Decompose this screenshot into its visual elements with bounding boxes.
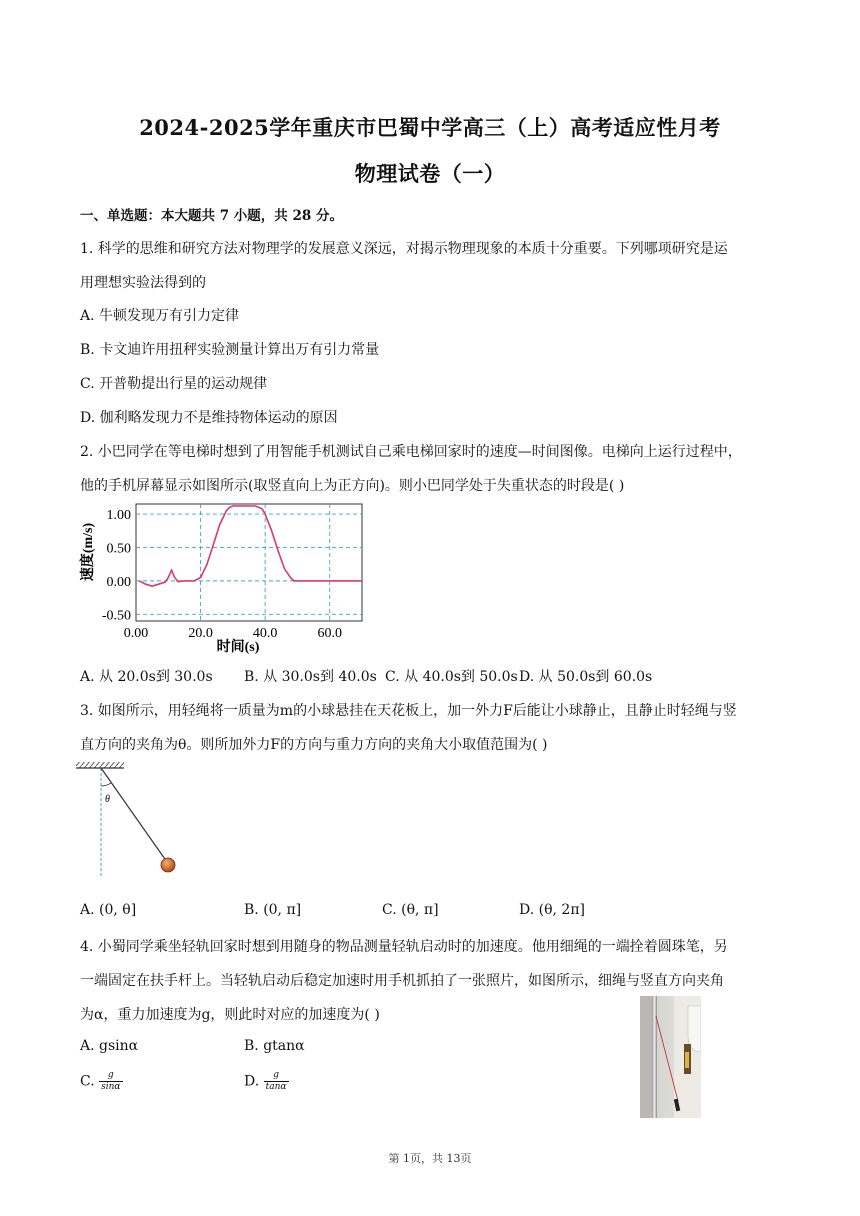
q3-stem-line2: 直方向的夹角为θ。则所加外力F的方向与重力方向的夹角大小取值范围为( ) — [80, 737, 548, 753]
plot-frame — [136, 504, 362, 621]
q1-stem-line1: 1. 科学的思维和研究方法对物理学的发展意义深远，对揭示物理现象的本质十分重要。下列哪项研究是运 — [80, 241, 728, 257]
q1-option-b: B. 卡文迪许用扭秤实验测量计算出万有引力常量 — [80, 342, 380, 358]
q2-stem-line2: 他的手机屏幕显示如图所示(取竖直向上为正方向)。则小巴同学处于失重状态的时段是( ) — [80, 478, 625, 494]
y-tick-label: 0.00 — [106, 574, 131, 590]
ball — [161, 858, 175, 872]
x-tick-label: 40.0 — [252, 626, 278, 641]
q4-option-b: B. gtanα — [244, 1038, 305, 1054]
q4-option-c — [80, 1070, 123, 1093]
page-footer: 第 1页，共 13页 — [388, 1152, 472, 1165]
q2-option-b: B. 从 30.0s到 40.0s — [244, 669, 377, 685]
q4-option-d-fraction — [264, 1070, 289, 1093]
q2-option-c: C. 从 40.0s到 50.0s — [385, 669, 518, 685]
q4-option-c-prefix: C. — [80, 1073, 95, 1090]
y-axis-label: 速度(m/s) — [81, 522, 96, 582]
q3-option-d: D. (θ, 2π] — [519, 902, 585, 918]
x-tick-label: 20.0 — [188, 626, 213, 641]
x-tick-label: 60.0 — [317, 626, 342, 641]
q4-stem-line3: 为α，重力加速度为g，则此时对应的加速度为( ) — [80, 1007, 380, 1023]
q4-option-c-fraction — [99, 1070, 122, 1093]
q4-option-d — [244, 1070, 289, 1093]
handrail-pole — [652, 996, 657, 1118]
pendulum-figure — [76, 760, 186, 880]
rope — [101, 768, 167, 862]
q3-option-b: B. (0, π] — [244, 902, 302, 918]
q2-option-a: A. 从 20.0s到 30.0s — [80, 669, 213, 685]
y-tick-label: -0.50 — [101, 608, 131, 624]
velocity-time-chart — [72, 500, 372, 658]
q4-option-c-denominator: sinα — [101, 1082, 121, 1092]
ceiling-hatch — [76, 762, 124, 768]
section-heading: 一、单选题：本大题共 7 小题，共 28 分。 — [80, 208, 343, 224]
y-tick-label: 0.50 — [106, 541, 131, 557]
title-line-1: 2024-2025学年重庆市巴蜀中学高三（上）高考适应性月考 — [139, 115, 721, 140]
q4-option-d-denominator: tanα — [265, 1082, 287, 1092]
q4-stem-line2: 一端固定在扶手杆上。当轻轨启动后稳定加速时用手机抓拍了一张照片，如图所示，细绳与竖直方向夹角 — [80, 973, 724, 989]
theta-label: θ — [105, 794, 110, 805]
q1-option-a: A. 牛顿发现万有引力定律 — [80, 308, 240, 324]
q1-option-c: C. 开普勒提出行星的运动规律 — [80, 376, 268, 392]
q2-option-d: D. 从 50.0s到 60.0s — [519, 669, 653, 685]
y-tick-label: 1.00 — [106, 508, 131, 524]
q4-option-d-prefix: D. — [244, 1073, 260, 1090]
q3-option-a: A. (0, θ] — [80, 902, 137, 918]
angle-arc — [101, 783, 111, 786]
x-tick-label: 0.00 — [123, 626, 149, 641]
q2-stem-line1: 2. 小巴同学在等电梯时想到了用智能手机测试自己乘电梯回家时的速度—时间图像。电梯向上运行过程中， — [80, 444, 742, 460]
train-handrail-photo — [640, 996, 701, 1118]
velocity-curve — [139, 506, 362, 586]
title-line-2: 物理试卷（一） — [354, 161, 506, 186]
q4-option-c-numerator: g — [99, 1070, 122, 1082]
q4-option-d-numerator: g — [264, 1070, 289, 1082]
q1-option-d: D. 伽利略发现力不是维持物体运动的原因 — [80, 410, 338, 426]
q1-stem-line2: 用理想实验法得到的 — [80, 275, 206, 291]
q4-option-a: A. gsinα — [80, 1038, 139, 1054]
q3-stem-line1: 3. 如图所示，用轻绳将一质量为m的小球悬挂在天花板上，加一外力F后能让小球静止，且静止时轻绳与竖 — [80, 703, 737, 719]
q4-stem-line1: 4. 小蜀同学乘坐轻轨回家时想到用随身的物品测量轻轨启动时的加速度。他用细绳的一端拴着圆珠笔，另 — [80, 939, 728, 955]
x-axis-label: 时间(s) — [216, 640, 260, 655]
q3-option-c: C. (θ, π] — [382, 902, 439, 918]
